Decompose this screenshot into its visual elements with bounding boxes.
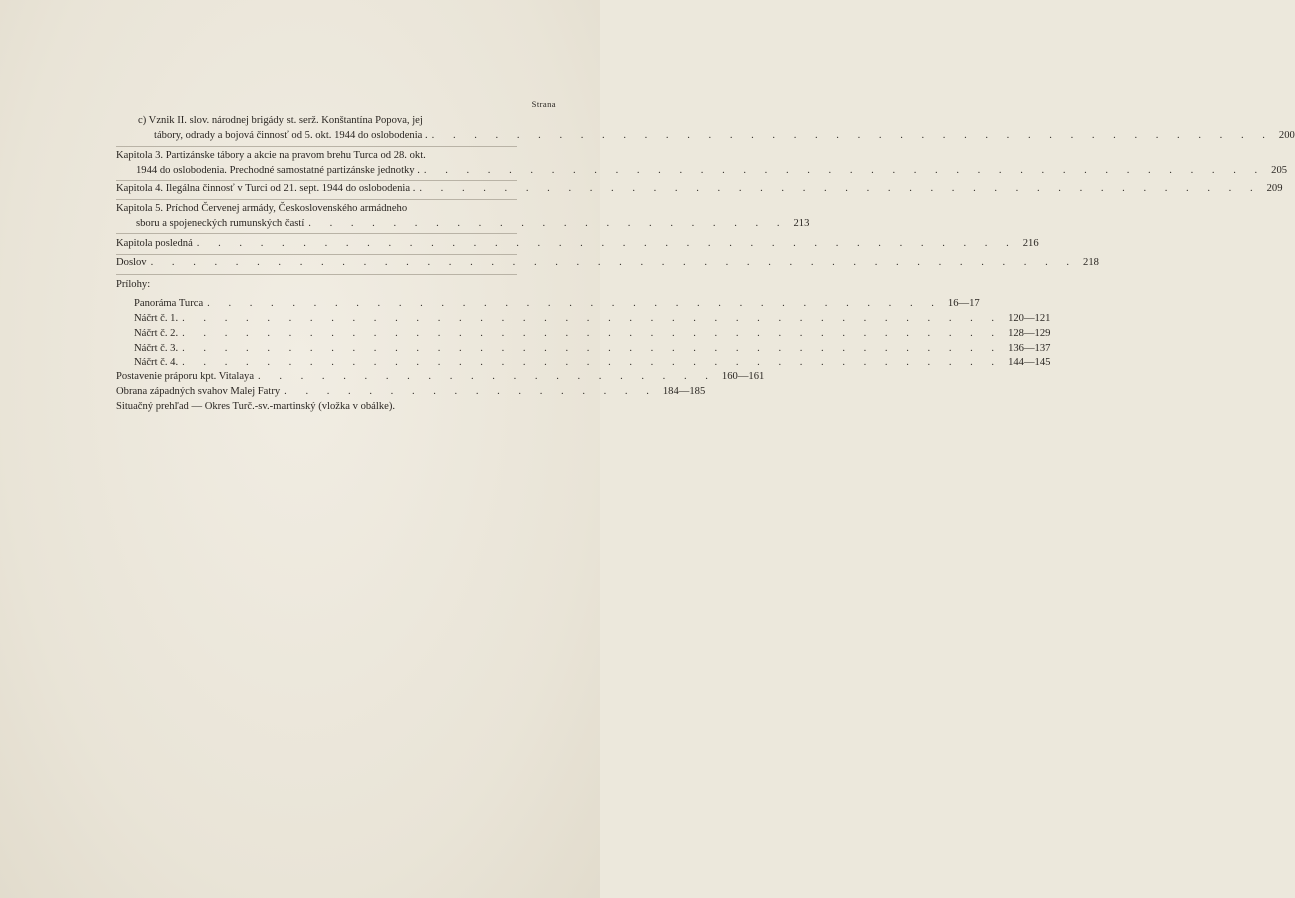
toc-entry-kapitola-posledna: Kapitola posledná . . . . . . . . . . . . . . . . . . . . . . . . . . . . . . . . . . . . . . . 216 [116,237,517,252]
toc-entry-line: Doslov [116,257,147,268]
divider [116,199,517,200]
prilohy-page: 184—185 [662,386,706,397]
prilohy-label: Obrana západných svahov Malej Fatry [116,386,281,397]
prilohy-item-nacrt-4: Náčrt č. 4. . . . . . . . . . . . . . . . . . . . . . . . . . . . . . . . . . . . . . . . 144—145 [116,356,517,371]
toc-page-number: 213 [793,217,810,229]
prilohy-page: 144—145 [1008,357,1051,368]
prilohy-page: 128—129 [1008,328,1051,339]
prilohy-label: Panoráma Turca [134,298,204,309]
prilohy-page: 120—121 [1008,313,1051,324]
prilohy-item-nacrt-1: Náčrt č. 1. . . . . . . . . . . . . . . . . . . . . . . . . . . . . . . . . . . . . . . . 120—121 [116,312,517,327]
toc-entry-kapitola-3: Kapitola 3. Partizánske tábory a akcie na pravom brehu Turca od 28. okt. 1944 do oslobodenia. Prechodné samostatné partizánske jednotky . . . . . . . . . . . . . . . . . . . . . . . . . . . . . . . . . . . . . . . . . 205 [116,149,517,178]
prilohy-label: Postavenie práporu kpt. Vitalaya [116,371,255,382]
divider [116,146,517,147]
toc-entry-kapitola-5: Kapitola 5. Príchod Červenej armády, Československého armádneho sboru a spojeneckých rumunských častí . . . . . . . . . . . . . . . . . . . . . . . 213 [116,202,517,231]
toc-entry-vznik-brigady: c) Vznik II. slov. národnej brigády st. serž. Konštantína Popova, jej tábory, odrady a bojová činnosť od 5. okt. 1944 do oslobodenia . . . . . . . . . . . . . . . . . . . . . . . . . . . . . . . . . . . . . . . . . 200 [116,114,517,143]
prilohy-item-nacrt-3: Náčrt č. 3. . . . . . . . . . . . . . . . . . . . . . . . . . . . . . . . . . . . . . . . 136—137 [116,342,517,357]
toc-entry-kapitola-4: Kapitola 4. Ilegálna činnosť v Turci od 21. sept. 1944 do oslobodenia . . . . . . . . . . . . . . . . . . . . . . . . . . . . . . . . . . . . . . . . . 209 [116,182,517,197]
prilohy-item-panorama: Panoráma Turca . . . . . . . . . . . . . . . . . . . . . . . . . . . . . . . . . . . 16—17 [116,297,517,312]
table-of-contents [116,114,1295,794]
prilohy-label: Náčrt č. 1. [134,313,179,324]
divider [116,254,517,255]
prilohy-page: 160—161 [721,371,765,382]
prilohy-label: Náčrt č. 2. [134,328,179,339]
toc-entry-line: Kapitola posledná [116,238,193,249]
prilohy-page: 16—17 [947,298,980,309]
prilohy-heading [116,278,517,293]
prilohy-label: Náčrt č. 4. [134,357,179,368]
divider [116,233,517,234]
prilohy-item-nacrt-2: Náčrt č. 2. . . . . . . . . . . . . . . . . . . . . . . . . . . . . . . . . . . . . . . . 128—129 [116,327,517,342]
toc-entry-line: Kapitola 4. Ilegálna činnosť v Turci od 21. sept. 1944 do oslobodenia . [116,183,416,194]
page-column-label: Strana [531,99,556,109]
toc-page-number: 205 [1271,164,1288,176]
toc-entry-doslov: Doslov . . . . . . . . . . . . . . . . . . . . . . . . . . . . . . . . . . . . . . . . . . . . 218 [116,256,517,271]
toc-entry-line: sboru a spojeneckých rumunských častí [136,217,305,229]
toc-entry-line: 1944 do oslobodenia. Prechodné samostatné partizánske jednotky . [136,164,420,176]
toc-entry-line: Kapitola 5. Príchod Červenej armády, Československého armádneho [116,203,408,214]
prilohy-item-obrana-malej-fatry: Obrana západných svahov Malej Fatry . . . . . . . . . . . . . . . . . . 184—185 [116,385,517,400]
prilohy-heading-text: Prílohy: [116,279,151,290]
toc-page-number: 216 [1022,238,1039,249]
toc-entry-line: Kapitola 3. Partizánske tábory a akcie na pravom brehu Turca od 28. okt. [116,150,426,161]
divider [116,274,517,275]
situacny-prehlad-text: Situačný prehľad — Okres Turč.-sv.-martinský (vložka v obálke). [116,401,395,412]
toc-entry-line: tábory, odrady a bojová činnosť od 5. okt. 1944 do oslobodenia . [154,129,428,141]
prilohy-label: Náčrt č. 3. [134,343,179,354]
toc-page-number: 218 [1083,257,1099,268]
divider [116,180,517,181]
prilohy-page: 136—137 [1008,343,1051,354]
toc-entry-line: c) Vznik II. slov. národnej brigády st. serž. Konštantína Popova, jej [138,115,423,126]
toc-page-number: 200 [1278,129,1295,141]
toc-page-number: 209 [1266,183,1283,194]
prilohy-item-situacny-prehlad [116,400,517,415]
prilohy-item-postavenie-praporu: Postavenie práporu kpt. Vitalaya . . . . . . . . . . . . . . . . . . . . . . 160—161 [116,370,517,385]
